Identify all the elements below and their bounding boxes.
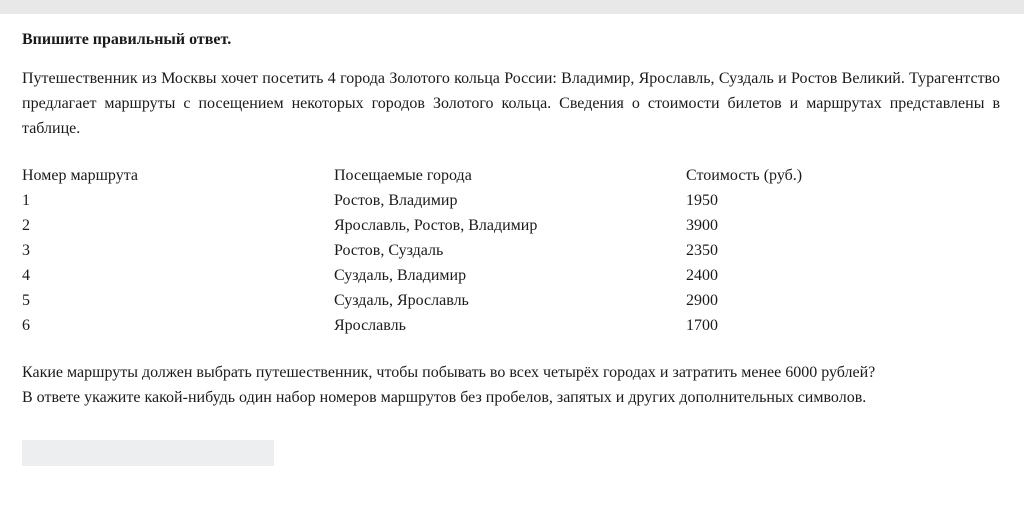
cell-price: 1950 [686, 192, 718, 209]
cell-route-number: 2 [22, 217, 30, 234]
table-row [22, 238, 882, 263]
cell-cities: Ростов, Суздаль [334, 242, 444, 259]
cell-route-number: 4 [22, 267, 30, 284]
cell-cities: Суздаль, Ярославль [334, 292, 469, 309]
top-strip [0, 0, 1024, 14]
answer-input[interactable] [22, 440, 274, 466]
cell-route-number: 3 [22, 242, 30, 259]
task-page [0, 14, 1024, 466]
cell-route-number: 6 [22, 317, 30, 334]
table-row [22, 188, 882, 213]
column-header-cities: Посещаемые города [334, 167, 472, 184]
task-heading: Впишите правильный ответ. [22, 31, 232, 48]
question-line-1: Какие маршруты должен выбрать путешественник, чтобы побывать во всех четырёх городах и затратить менее 6000 рублей? [22, 364, 876, 381]
column-header-route-number: Номер маршрута [22, 167, 138, 184]
table-row [22, 213, 882, 238]
cell-cities: Ярославль, Ростов, Владимир [334, 217, 538, 234]
question-line-2: В ответе укажите какой-нибудь один набор номеров маршрутов без пробелов, запятых и других дополнительных символов. [22, 389, 867, 406]
table-row [22, 313, 882, 338]
table-header-row [22, 163, 882, 188]
cell-price: 2350 [686, 242, 718, 259]
cell-price: 1700 [686, 317, 718, 334]
task-intro-text: Путешественник из Москвы хочет посетить 4 города Золотого кольца России: Владимир, Ярославль, Суздаль и Ростов Великий. Турагентство предлагает маршруты с посещением некоторых городов Золотого кольца. Сведения о стоимости билетов и маршрутах представлены в таблице. [22, 70, 1000, 137]
cell-cities: Суздаль, Владимир [334, 267, 467, 284]
column-header-price: Стоимость (руб.) [686, 167, 803, 184]
cell-route-number: 5 [22, 292, 30, 309]
routes-table [22, 163, 882, 338]
table-row [22, 263, 882, 288]
cell-route-number: 1 [22, 192, 30, 209]
table-row [22, 288, 882, 313]
task-question [22, 360, 1000, 410]
cell-cities: Ярославль [334, 317, 406, 334]
cell-price: 3900 [686, 217, 718, 234]
cell-price: 2400 [686, 267, 718, 284]
cell-cities: Ростов, Владимир [334, 192, 458, 209]
cell-price: 2900 [686, 292, 718, 309]
